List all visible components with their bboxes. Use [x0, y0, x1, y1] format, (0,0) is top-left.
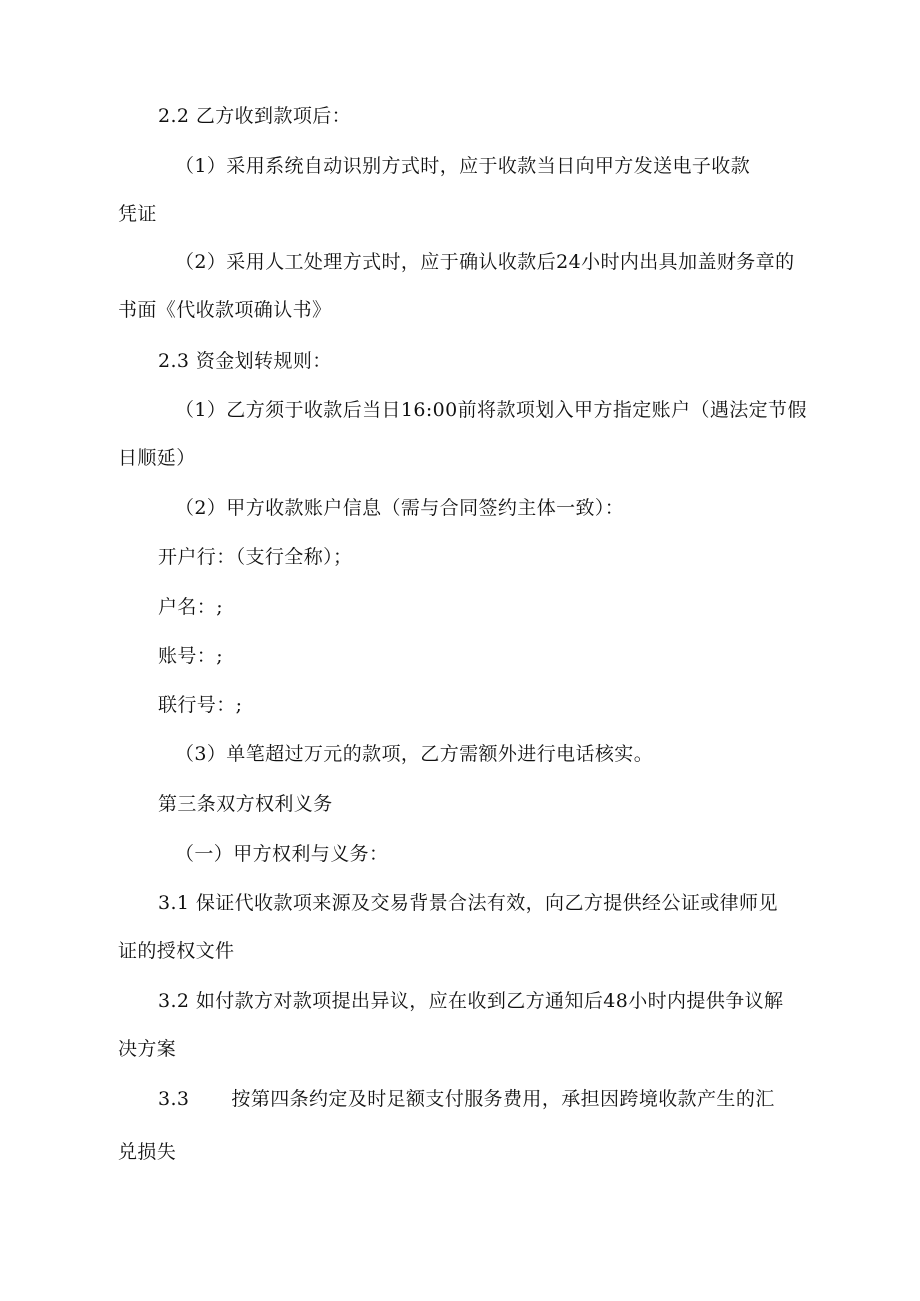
section-2-3-item-1-line-2: 日顺延）: [118, 447, 196, 469]
article-3-subheading-1: （一）甲方权利与义务：: [175, 843, 389, 865]
section-2-2-item-1-line-2: 凭证: [118, 203, 157, 225]
bank-code-field: 联行号：;: [158, 694, 243, 716]
account-number-field: 账号：;: [158, 645, 224, 667]
clause-3-3-text: 按第四条约定及时足额支付服务费用，承担因跨境收款产生的汇: [231, 1088, 775, 1110]
section-2-3-item-3: （3）单笔超过万元的款项，乙方需额外进行电话核实。: [175, 743, 654, 765]
section-2-3-item-2: （2）甲方收款账户信息（需与合同签约主体一致）：: [175, 497, 625, 519]
bank-field: 开户行：（支行全称）；: [158, 546, 353, 568]
section-2-3-item-1-line-1: （1）乙方须于收款后当日16:00前将款项划入甲方指定账户（遇法定节假: [175, 399, 807, 421]
section-2-3-heading: 2.3 资金划转规则：: [158, 350, 332, 372]
section-2-2-heading: 2.2 乙方收到款项后：: [158, 105, 352, 127]
clause-3-3-line-2: 兑损失: [118, 1141, 177, 1163]
section-2-2-item-2-line-1: （2）采用人工处理方式时，应于确认收款后24小时内出具加盖财务章的: [175, 251, 795, 273]
account-name-field: 户名：;: [158, 596, 224, 618]
clause-3-3-number: 3.3: [158, 1088, 190, 1110]
section-2-2-item-1-line-1: （1）采用系统自动识别方式时，应于收款当日向甲方发送电子收款: [175, 155, 751, 177]
clause-3-3-line-1: [158, 1087, 775, 1111]
clause-3-2-line-1: 3.2 如付款方对款项提出异议，应在收到乙方通知后48小时内提供争议解: [158, 990, 784, 1012]
clause-3-1-line-2: 证的授权文件: [118, 940, 235, 962]
article-3-title: 第三条双方权利义务: [158, 793, 333, 815]
section-2-2-item-2-line-2: 书面《代收款项确认书》: [118, 299, 332, 321]
clause-3-2-line-2: 决方案: [118, 1038, 177, 1060]
clause-3-1-line-1: 3.1 保证代收款项来源及交易背景合法有效，向乙方提供经公证或律师见: [158, 892, 778, 914]
